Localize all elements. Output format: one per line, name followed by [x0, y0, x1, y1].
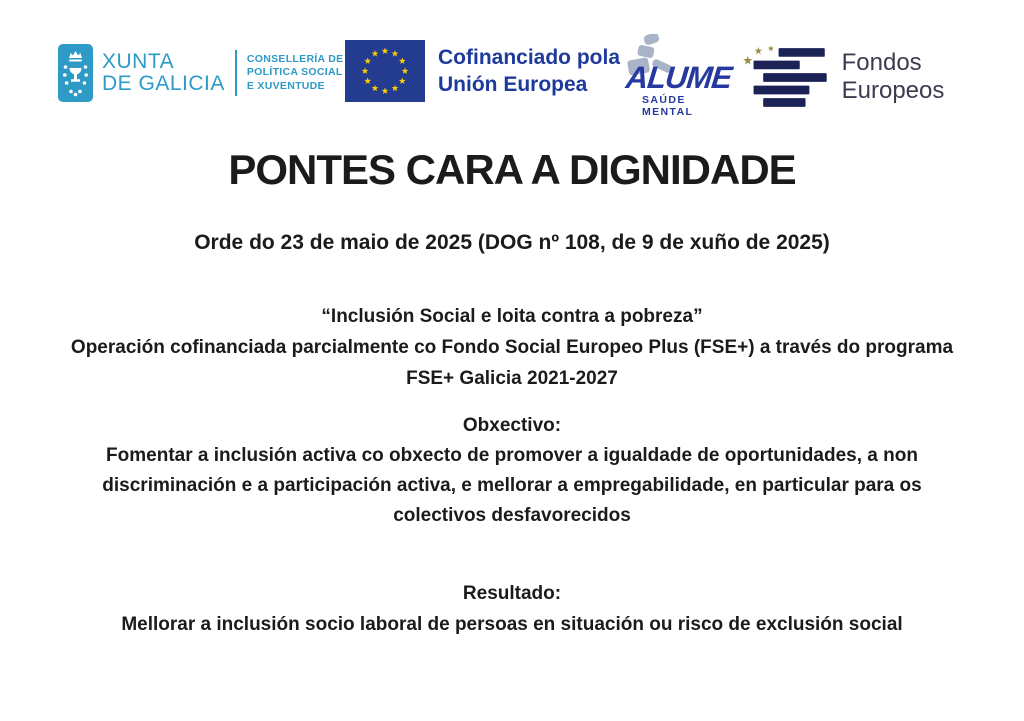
fondos-europeos-label: Fondos Europeos: [841, 49, 945, 104]
fondos-europeos-icon: [742, 44, 829, 110]
xunta-wordmark: [102, 51, 225, 95]
logo-divider: [235, 50, 237, 96]
objective-line-1: Fomentar a inclusión activa co obxecto de promover a igualdade de oportunidades, a non: [106, 445, 918, 466]
xunta-name-line2: DE GALICIA: [102, 72, 225, 95]
eu-label-line1: Cofinanciado pola: [438, 46, 621, 69]
dept-line3: E XUVENTUDE: [246, 79, 325, 92]
alume-wordmark: ALUME: [624, 60, 734, 95]
alume-logo: [616, 34, 736, 118]
eu-flag-icon: [345, 40, 425, 102]
page-title: PONTES CARA A DIGNIDADE: [228, 146, 796, 193]
order-reference-line: Orde do 23 de maio de 2025 (DOG nº 108, de 9 de xuño de 2025): [194, 231, 830, 254]
dept-line2: POLÍTICA SOCIAL: [246, 66, 343, 79]
eu-cofunding-label: [438, 44, 620, 98]
objective-heading: Obxectivo:: [462, 415, 562, 436]
alume-tagline: SAÚDE MENTAL: [642, 94, 694, 118]
fondos-europeos-logo: [742, 44, 1024, 110]
result-heading: Resultado:: [462, 583, 562, 604]
eu-label-line2: Unión Europea: [438, 73, 588, 96]
xunta-name-line1: XUNTA: [102, 50, 175, 73]
program-line-3: FSE+ Galicia 2021-2027: [406, 368, 618, 389]
objective-section: [0, 411, 1024, 531]
program-line-2: Operación cofinanciada parcialmente co Fondo Social Europeo Plus (FSE+) a través do programa: [70, 337, 954, 358]
result-line-1: Mellorar a inclusión socio laboral de persoas en situación ou risco de exclusión social: [121, 614, 903, 635]
objective-line-3: colectivos desfavorecidos: [393, 505, 631, 526]
conselleria-label: [247, 53, 344, 94]
xunta-de-galicia-logo: [58, 44, 343, 102]
objective-line-2: discriminación e a participación activa, e mellorar a empregabilidade, en particular para os: [102, 475, 922, 496]
xunta-crest-icon: [58, 44, 93, 102]
program-description: [0, 301, 1024, 394]
eu-cofunding-logo: [345, 40, 620, 102]
program-line-1: “Inclusión Social e loita contra a pobreza”: [321, 306, 703, 327]
dept-line1: CONSELLERÍA DE: [246, 52, 344, 65]
result-section: [0, 578, 1024, 640]
